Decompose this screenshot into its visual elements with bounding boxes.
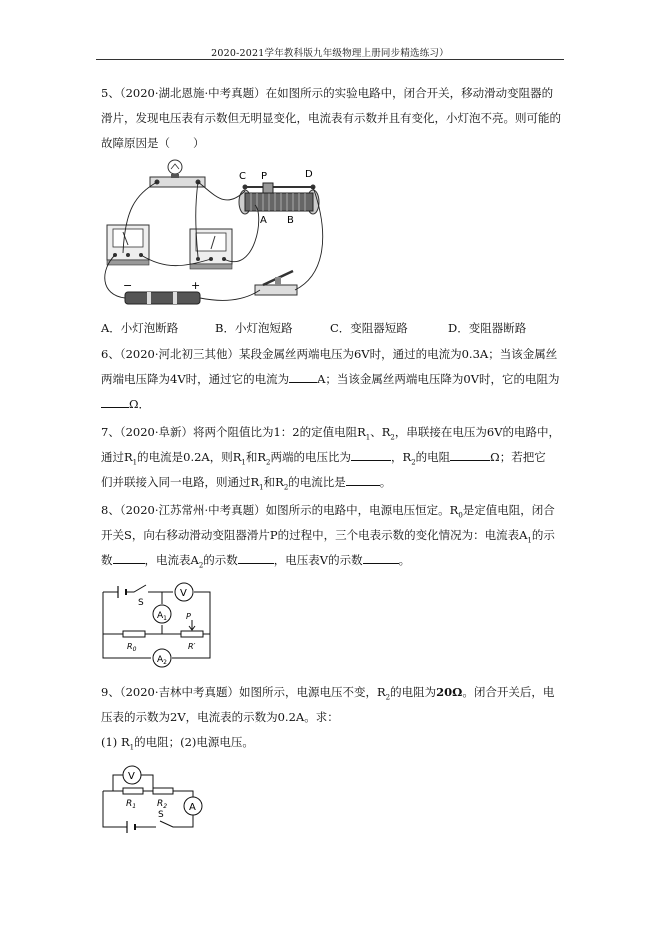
switch: [255, 285, 297, 295]
q9-label-V: V: [128, 771, 135, 782]
q7-line-3: 们并联接入同一电路，则通过$R_1$和$R_2$的电流比是 。: [101, 475, 392, 492]
q6-line-1: 6、（2020·河北初三其他）某段金属丝两端电压为6V时，通过的电流为0.3A；当该金属丝: [101, 347, 558, 361]
svg-text:A1: $A_1$: [157, 611, 167, 622]
q5-line-1: 5、（2020·湖北恩施·中考真题）在如图所示的实验电路中，闭合开关，移动滑动变阻器的: [101, 86, 554, 100]
svg-text:A2: $A_2$: [157, 655, 167, 666]
q8-rheostat-rp: [181, 631, 203, 637]
q8-line-1: 8、（2020·江苏常州·中考真题）如图所示的电路中，电源电压恒定。$R_0$是定值电阻，闭合: [101, 503, 555, 520]
q5-line-3: 故障原因是（ ）: [101, 136, 205, 150]
label-minus: −: [123, 279, 133, 292]
q7-blank-3[interactable]: [346, 473, 380, 486]
q9-resistor-r2: [153, 788, 173, 794]
q6-blank-2[interactable]: [101, 395, 129, 408]
page-header: 2020-2021学年教科版九年级物理上册同步精选练习）: [211, 48, 449, 59]
q7-blank-1[interactable]: [351, 448, 391, 461]
label-C: C: [239, 171, 246, 182]
q8-blank-2[interactable]: [238, 551, 274, 564]
q8-circuit-figure: [98, 580, 228, 672]
q8-label-S: S: [138, 598, 144, 608]
label-A: A: [260, 215, 267, 226]
rheostat-slider: [263, 183, 273, 193]
label-plus: +: [191, 279, 201, 292]
q8-label-V: V: [180, 588, 187, 599]
q8-resistor-r0: [123, 631, 145, 637]
svg-text:R1: $R_1$: [126, 799, 137, 810]
label-B: B: [287, 215, 294, 226]
q9-line-2: 压表的示数为2V，电流表的示数为0.2A。求：: [101, 710, 339, 724]
q9-label-S: S: [158, 810, 164, 820]
q5-option-a[interactable]: A．小灯泡断路: [101, 321, 179, 335]
q8-line-3: 数 ，电流表$A_2$的示数 ，电压表V的示数 。: [101, 553, 411, 570]
q5-line-2: 滑片，发现电压表有示数但无明显变化，电流表有示数并且有变化，小灯泡不亮。则可能的: [101, 111, 561, 125]
label-D: D: [305, 169, 313, 180]
q9-resistor-r1: [123, 788, 143, 794]
q5-option-b[interactable]: B．小灯泡短路: [215, 321, 293, 335]
rheostat-coil: [245, 193, 313, 211]
battery: [125, 292, 200, 304]
q5-option-d[interactable]: D．变阻器断路: [448, 321, 527, 335]
q6-blank-1[interactable]: [289, 370, 317, 383]
q9-line-3: (1) $R_1$的电阻；(2)电源电压。: [101, 735, 254, 752]
svg-text:R2: $R_2$: [157, 799, 168, 810]
q8-blank-3[interactable]: [363, 551, 399, 564]
label-P: P: [261, 171, 268, 182]
q5-circuit-figure: [95, 155, 335, 315]
q7-line-1: 7、（2020·阜新）将两个阻值比为1：2的定值电阻$R_1$、$R_2$，串联接在电压为6V的电路中，: [101, 425, 561, 442]
svg-text:R0: $R_0$: [127, 642, 137, 653]
q6-line-3: Ω．: [101, 392, 567, 417]
q9-circuit-figure: [98, 763, 210, 835]
q8-label-P: P: [186, 612, 191, 621]
q5-option-c[interactable]: C．变阻器短路: [330, 321, 408, 335]
q7-line-2: 通过$R_1$的电流是0.2A，则$R_1$和$R_2$两端的电压比为 ，$R_2$的电阻 Ω；若把它: [101, 450, 546, 467]
header-rule: [96, 59, 564, 60]
q9-line-1: 9、（2020·吉林中考真题）如图所示，电源电压不变，$R_2$的电阻为20Ω。闭合开关后，电: [101, 685, 555, 702]
q8-line-2: 开关S，向右移动滑动变阻器滑片P的过程中，三个电表示数的变化情况为：电流表$A_1$的示: [101, 528, 555, 545]
q7-blank-2[interactable]: [450, 448, 490, 461]
q9-label-A: A: [189, 802, 196, 813]
lamp-bulb-icon: [168, 160, 182, 174]
q6-line-2: 两端电压降为4V时，通过它的电流为 A；当该金属丝两端电压降为0V时，它的电阻为: [101, 372, 560, 386]
q8-blank-1[interactable]: [113, 551, 145, 564]
q8-label-Rp: R′: [188, 642, 196, 651]
